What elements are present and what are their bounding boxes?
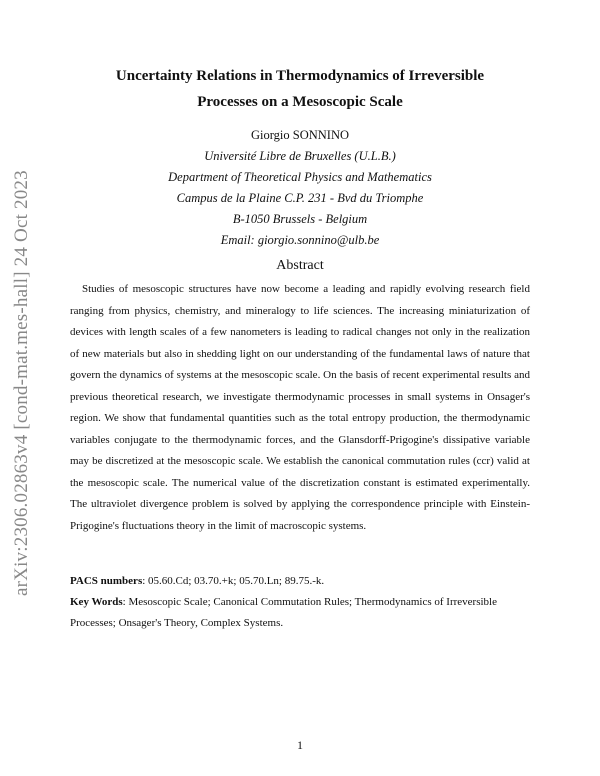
author-name: Giorgio SONNINO	[250, 128, 350, 142]
author-email: Email: giorgio.sonnino@ulb.be	[220, 233, 380, 247]
key-words	[70, 592, 530, 634]
paper-title	[70, 63, 530, 115]
keywords-label: Key Words	[70, 596, 123, 608]
title-line-1: Uncertainty Relations in Thermodynamics of Irreversible	[115, 68, 485, 84]
affiliation-city: B-1050 Brussels - Belgium	[232, 212, 368, 226]
abstract-text: Studies of mesoscopic structures have now become a leading and rapidly evolving research field ranging from physics, chemistry, and mineralogy to life sciences. The increasing miniaturization of devices with length scales of a few nanometers is leading to radical changes not only in the realization of new materials but also in shedding light on our understanding of the fundamental laws of nature that govern the dynamics of systems at the mesoscopic scale. On the basis of recent experimental results and previous theoretical research, we investigate thermodynamic processes in small systems in Onsager's region. We show that fundamental quantities such as the total entropy production, the thermodynamic variables conjugate to the thermodynamic forces, and the Glansdorff-Prigogine's dissipative variable may be discretized at the mesoscopic scale. We establish the canonical commutation rules (ccr) valid at the mesoscopic scale. The numerical value of the discretization constant is estimated experimentally. The ultraviolet divergence problem is solved by applying the correspondence principle with Einstein-Prigogine's fluctuations theory in the limit of macroscopic systems.	[70, 283, 530, 532]
pacs-value: : 05.60.Cd; 03.70.+k; 05.70.Ln; 89.75.-k.	[142, 575, 325, 587]
page-number: 1	[297, 738, 303, 752]
affiliation-address: Campus de la Plaine C.P. 231 - Bvd du Triomphe	[176, 191, 424, 205]
title-line-2: Processes on a Mesoscopic Scale	[197, 94, 403, 110]
affiliation-university: Université Libre de Bruxelles (U.L.B.)	[204, 149, 396, 163]
abstract-heading: Abstract	[276, 258, 324, 273]
arxiv-identifier-stamp: arXiv:2306.02863v4 [cond-mat.mes-hall] 24 Oct 2023	[11, 170, 32, 596]
author-block	[70, 125, 530, 251]
affiliation-department: Department of Theoretical Physics and Mathematics	[168, 170, 432, 184]
pacs-numbers	[70, 571, 530, 592]
keywords-value: : Mesoscopic Scale; Canonical Commutation Rules; Thermodynamics of Irreversible Processes; Onsager's Theory, Complex Systems.	[70, 596, 497, 629]
pacs-label: PACS numbers	[70, 575, 143, 587]
